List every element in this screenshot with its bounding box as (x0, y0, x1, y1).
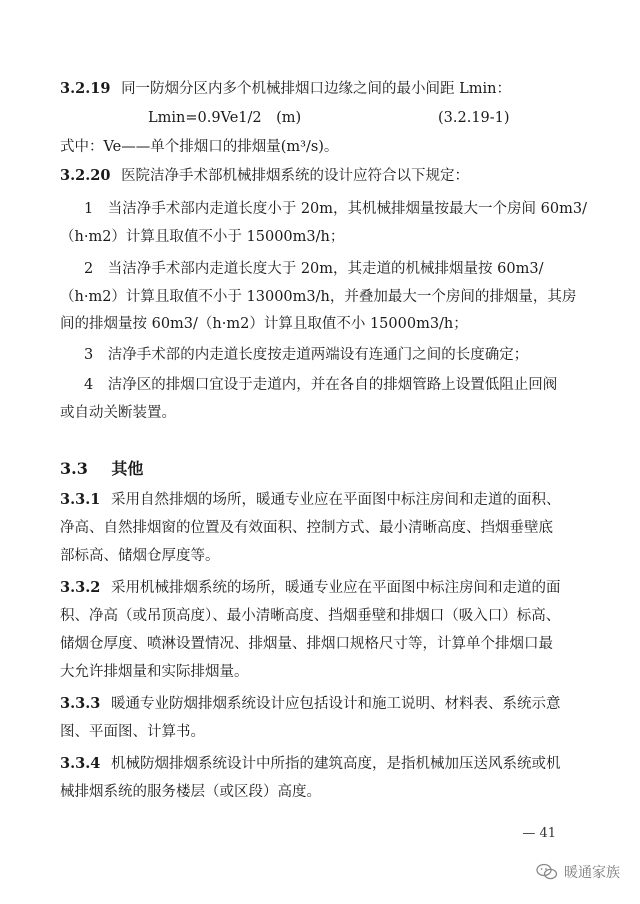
formula-number: (3.2.19-1) (438, 110, 510, 126)
formula-note: 式中：Ve——单个排烟口的排烟量(m³/s)。 (60, 139, 339, 155)
item-1-line-2: （h·m2）计算且取值不小于 15000m3/h； (60, 229, 345, 245)
clause-number: 3.3.3 (60, 695, 101, 712)
clause-3-3-4 (60, 754, 580, 774)
item-4-line-1: 4 洁净区的排烟口宜设于走道内，并在各自的排烟管路上设置低阻止回阀 (84, 377, 558, 393)
clause-text: 暖通专业防烟排烟系统设计应包括设计和施工说明、材料表、系统示意 (110, 696, 561, 712)
clause-number: 3.3.2 (60, 579, 101, 596)
item-1-line-1: 1 当洁净手术部内走道长度小于 20m，其机械排烟量按最大一个房间 60m3/ (84, 201, 587, 217)
section-heading (60, 459, 580, 479)
clause-3-3-2-line-4: 大允许排烟量和实际排烟量。 (60, 664, 249, 680)
clause-3-3-2-line-3: 储烟仓厚度、喷淋设置情况、排烟量、排烟口规格尺寸等，计算单个排烟口最 (60, 636, 553, 652)
formula-line (148, 108, 580, 128)
clause-3-2-19 (60, 79, 580, 99)
clause-text: 医院洁净手术部机械排烟系统的设计应符合以下规定： (121, 168, 470, 184)
item-2-line-3: 间的排烟量按 60m3/（h·m2）计算且取值不小 15000m3/h； (60, 316, 468, 332)
clause-3-3-2 (60, 578, 580, 598)
clause-3-3-1 (60, 490, 580, 510)
clause-3-3-1-line-3: 部标高、储烟仓厚度等。 (60, 548, 220, 564)
clause-text: 同一防烟分区内多个机械排烟口边缘之间的最小间距 Lmin： (121, 81, 512, 97)
watermark-text: 暖通家族 (564, 865, 620, 881)
section-number: 3.3 (60, 459, 88, 478)
clause-3-3-3-line-2: 图、平面图、计算书。 (60, 724, 205, 740)
clause-number: 3.2.20 (60, 167, 111, 184)
item-3-line-1: 3 洁净手术部的内走道长度按走道两端设有连通门之间的长度确定； (84, 347, 529, 363)
clause-3-3-1-line-2: 净高、自然排烟窗的位置及有效面积、控制方式、最小清晰高度、挡烟垂壁底 (60, 520, 553, 536)
clause-3-3-2-line-2: 积、净高（或吊顶高度）、最小清晰高度、挡烟垂壁和排烟口（吸入口）标高、 (60, 608, 561, 624)
formula: Lmin=0.9Ve1/2 (m) (148, 110, 302, 126)
item-4-line-2: 或自动关断装置。 (60, 405, 176, 421)
clause-3-3-4-line-2: 械排烟系统的服务楼层（或区段）高度。 (60, 784, 321, 800)
clause-text: 采用自然排烟的场所，暖通专业应在平面图中标注房间和走道的面积、 (110, 492, 561, 508)
section-title: 其他 (111, 459, 144, 478)
clause-text: 采用机械排烟系统的场所，暖通专业应在平面图中标注房间和走道的面 (110, 580, 561, 596)
wechat-icon (536, 863, 558, 881)
clause-text: 机械防烟排烟系统设计中所指的建筑高度，是指机械加压送风系统或机 (110, 756, 561, 772)
clause-3-2-20 (60, 166, 580, 186)
clause-number: 3.3.1 (60, 491, 101, 508)
clause-number: 3.2.19 (60, 80, 111, 97)
clause-3-3-3 (60, 694, 580, 714)
page-number: — 41 (522, 826, 556, 841)
item-2-line-1: 2 当洁净手术部内走道长度大于 20m，其走道的机械排烟量按 60m3/ (84, 261, 544, 277)
clause-number: 3.3.4 (60, 755, 101, 772)
item-2-line-2: （h·m2）计算且取值不小于 13000m3/h，并叠加最大一个房间的排烟量，其房 (60, 289, 577, 305)
watermark (536, 862, 620, 882)
